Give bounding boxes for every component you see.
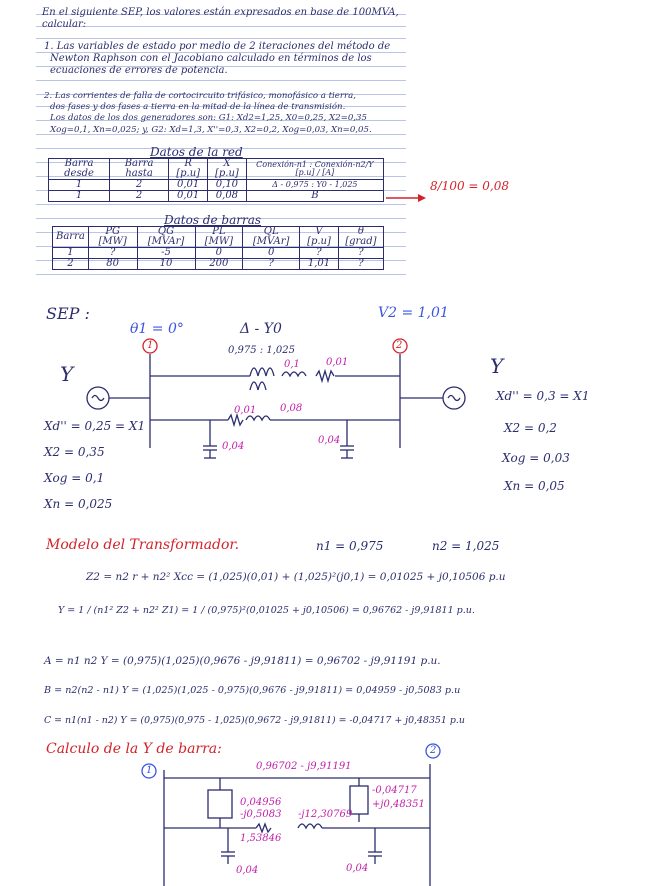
ybus-line-r: 1,53846 <box>240 833 282 844</box>
table-cell: 1 <box>49 180 110 191</box>
table-cell: ? <box>338 259 383 270</box>
table-cell: 80 <box>88 259 137 270</box>
header-cell: θ [grad] <box>338 227 383 248</box>
table-cell: 0,08 <box>208 191 247 202</box>
g2-xd: Xd'' = 0,3 = X1 <box>496 389 590 403</box>
annotation-note: 8/100 = 0,08 <box>430 179 509 193</box>
bus2-label: 2 <box>396 340 403 351</box>
g2-xog: Xog = 0,03 <box>502 451 570 465</box>
intro-line2: calcular: <box>42 19 87 30</box>
header-cell: X [p.u] <box>208 159 247 180</box>
g2-xn: Xn = 0,05 <box>504 479 565 493</box>
ybus-title: Calculo de la Y de barra: <box>46 741 222 757</box>
header-cell: Conexión-n1 : Conexión-n2/Y [p.u] / [A] <box>246 159 383 180</box>
g1-symbol: Y <box>60 362 74 386</box>
ybus-bus2: 2 <box>430 745 437 756</box>
g1-xd: Xd'' = 0,25 = X1 <box>44 419 146 433</box>
g1-x2: X2 = 0,35 <box>44 445 105 459</box>
ybus-b-imag: -j0,5083 <box>240 809 282 820</box>
table-cell: -5 <box>137 248 195 259</box>
ybus-sh2: 0,04 <box>346 863 369 874</box>
table-cell: 0 <box>195 248 243 259</box>
table-cell: 2 <box>110 191 169 202</box>
header-cell: Barra <box>53 227 89 248</box>
table-cell: ? <box>88 248 137 259</box>
header-cell: Barra desde <box>49 159 110 180</box>
g1-xn: Xn = 0,025 <box>44 497 113 511</box>
header-cell: Barra hasta <box>110 159 169 180</box>
n2-label: n2 = 1,025 <box>432 539 500 553</box>
header-cell: QL [MVAr] <box>243 227 300 248</box>
upper-line-x: 0,1 <box>284 359 300 370</box>
table-cell: 1 <box>53 248 89 259</box>
item1-line2: Newton Raphson con el Jacobiano calculado en términos de los <box>50 53 372 64</box>
table-cell: 1 <box>49 191 110 202</box>
table-cell: ? <box>243 259 300 270</box>
table-cell: 0 <box>243 248 300 259</box>
sep-label: SEP : <box>46 304 90 323</box>
header-cell: V [p.u] <box>300 227 339 248</box>
bus1-label: 1 <box>147 340 154 351</box>
item2-line2: dos fases y dos fases a tierra en la mitad de la línea de transmisión. <box>50 102 346 112</box>
item2-line3: Los datos de los dos generadores son: G1: Xd2=1,25, X0=0,25, X2=0,35 <box>50 113 367 123</box>
a-equation: A = n1 n2 Y = (0,975)(1,025)(0,9676 - j9,91811) = 0,96702 - j9,91191 p.u. <box>44 655 441 667</box>
header-cell: QG [MVAr] <box>137 227 195 248</box>
table-cell: 10 <box>137 259 195 270</box>
table-cell: 0,10 <box>208 180 247 191</box>
g2-symbol: Y <box>490 354 504 378</box>
ybus-b-real: 0,04956 <box>240 797 282 808</box>
table-cell: 0,01 <box>169 191 208 202</box>
upper-line-r: 0,01 <box>326 357 349 368</box>
table-cell: 2 <box>53 259 89 270</box>
transformer-title: Modelo del Transformador. <box>46 537 240 553</box>
table-cell: 1,01 <box>300 259 339 270</box>
table-cell: 0,01 <box>169 180 208 191</box>
intro-line1: En el siguiente SEP, los valores están expresados en base de 100MVA, <box>42 7 399 18</box>
b-equation: B = n2(n2 - n1) Y = (1,025)(1,025 - 0,975)(0,9676 - j9,91811) = 0,04959 - j0,5083 p.u <box>44 685 461 696</box>
ybus-sh1: 0,04 <box>236 865 259 876</box>
table-cell: B <box>246 191 383 202</box>
tap-label: 0,975 : 1,025 <box>228 345 295 356</box>
item1-line1: 1. Las variables de estado por medio de 2 iteraciones del método de <box>44 41 391 52</box>
v2-label: V2 = 1,01 <box>378 305 449 321</box>
ybus-line-x: -j12,30769 <box>298 809 353 820</box>
delta-y-label: Δ - Y0 <box>240 321 282 337</box>
y-equation: Y = 1 / (n1² Z2 + n2² Z1) = 1 / (0,975)²(0,01025 + j0,10506) = 0,96762 - j9,91811 p.u. <box>58 605 475 616</box>
item2-line4: Xog=0,1, Xn=0,025; y, G2: Xd=1,3, X''=0,3, X2=0,2, Xog=0,03, Xn=0,05. <box>50 125 372 135</box>
theta1-label: θ1 = 0° <box>130 321 184 337</box>
ybus-series: 0,96702 - j9,91191 <box>256 761 352 772</box>
n1-label: n1 = 0,975 <box>316 539 384 553</box>
table-cell: Δ - 0,975 : Y0 - 1,025 <box>246 180 383 191</box>
shunt1-label: 0,04 <box>222 441 245 452</box>
c-equation: C = n1(n1 - n2) Y = (0,975)(0,975 - 1,025)(0,9672 - j9,91811) = -0,04717 + j0,48351 p.u <box>44 715 465 726</box>
header-cell: PL [MW] <box>195 227 243 248</box>
header-cell: R [p.u] <box>169 159 208 180</box>
ybus-bus1: 1 <box>146 765 153 776</box>
table-cell: 2 <box>110 180 169 191</box>
g2-x2: X2 = 0,2 <box>504 421 557 435</box>
ybus-c-real: -0,04717 <box>372 785 417 796</box>
item2-line1: 2. Las corrientes de falla de cortocircuito trifásico, monofásico a tierra, <box>44 91 356 101</box>
header-cell: PG [MW] <box>88 227 137 248</box>
table-cell: ? <box>338 248 383 259</box>
z2-equation: Z2 = n2 r + n2² Xcc = (1,025)(0,01) + (1,025)²(j0,1) = 0,01025 + j0,10506 p.u <box>86 571 506 583</box>
g1-xog: Xog = 0,1 <box>44 471 105 485</box>
lower-line-x: 0,08 <box>280 403 303 414</box>
bus-table-title: Datos de barras <box>164 213 262 227</box>
red-table-title: Datos de la red <box>150 145 243 159</box>
ybus-c-imag: +j0,48351 <box>372 799 425 810</box>
lower-line-r: 0,01 <box>234 405 257 416</box>
table-cell: ? <box>300 248 339 259</box>
shunt2-label: 0,04 <box>318 435 341 446</box>
table-cell: 200 <box>195 259 243 270</box>
item1-line3: ecuaciones de errores de potencia. <box>50 65 228 76</box>
